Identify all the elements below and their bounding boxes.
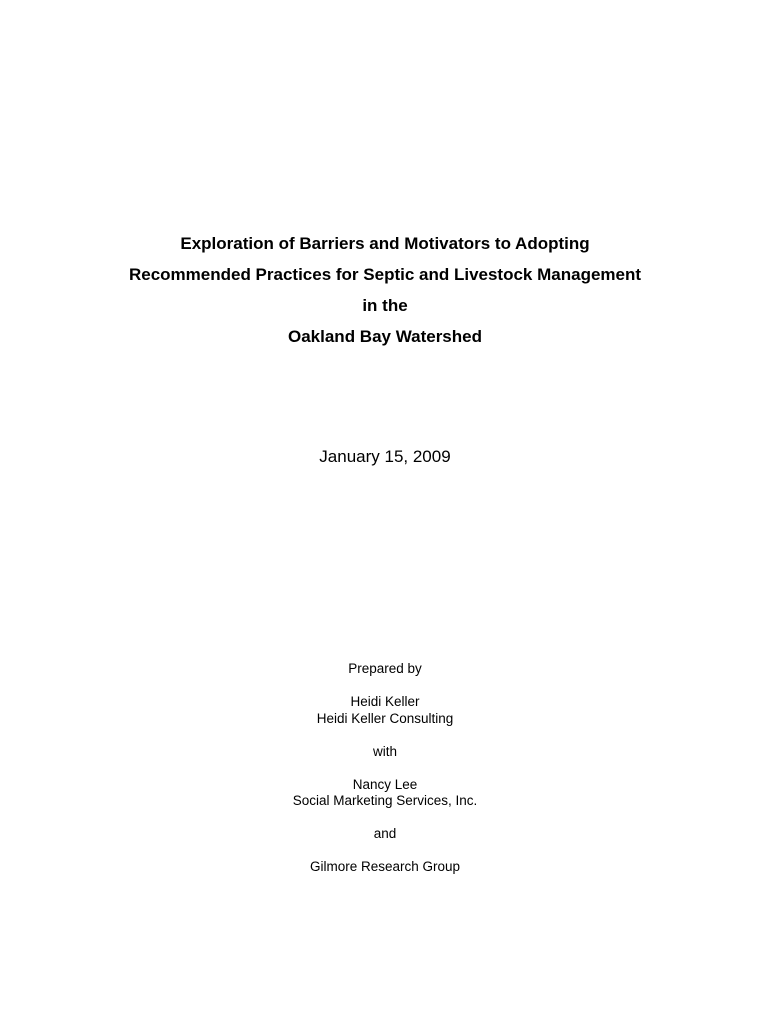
author-name: Nancy Lee bbox=[352, 776, 418, 792]
prepared-by-label: Prepared by bbox=[348, 661, 422, 676]
title-line-4: Oakland Bay Watershed bbox=[288, 327, 482, 346]
spacer bbox=[0, 810, 770, 827]
conjunction-and: and bbox=[373, 826, 397, 841]
author-name: Heidi Keller bbox=[350, 694, 420, 709]
author-organization: Gilmore Research Group bbox=[309, 859, 461, 874]
author-organization: Social Marketing Services, Inc. bbox=[292, 793, 478, 808]
title-line-2: Recommended Practices for Septic and Livestock Management bbox=[128, 265, 642, 284]
spacer bbox=[0, 760, 770, 777]
report-date: January 15, 2009 bbox=[319, 447, 451, 466]
report-title bbox=[0, 228, 770, 352]
spacer bbox=[0, 678, 770, 695]
prepared-by-block bbox=[0, 661, 770, 876]
conjunction-with: with bbox=[372, 743, 397, 759]
spacer bbox=[0, 843, 770, 860]
title-line-3: in the bbox=[362, 296, 408, 315]
title-line-1: Exploration of Barriers and Motivators to Adopting bbox=[180, 234, 590, 253]
author-organization: Heidi Keller Consulting bbox=[316, 710, 454, 726]
spacer bbox=[0, 727, 770, 744]
